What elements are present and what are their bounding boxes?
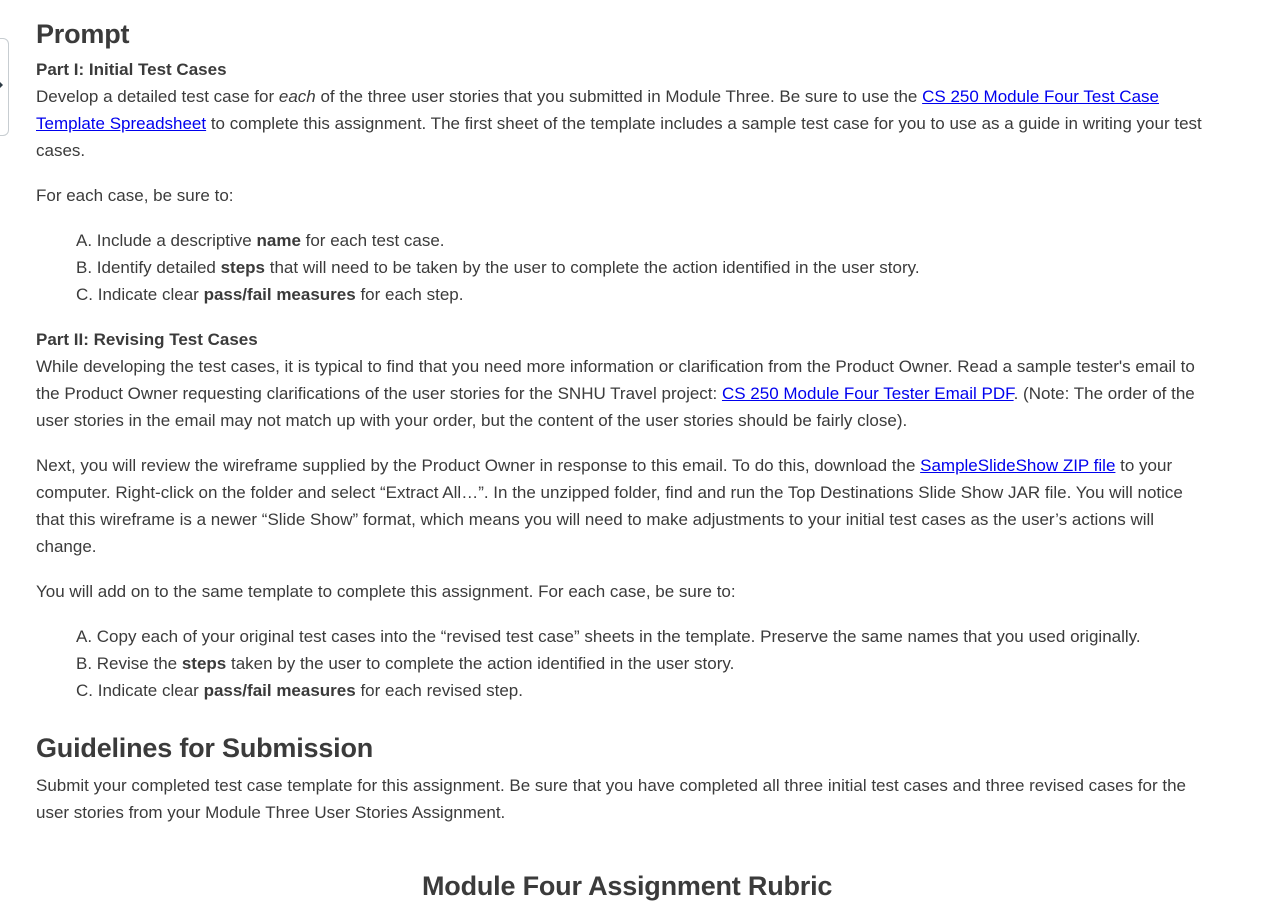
part2-heading: Part II: Revising Test Cases xyxy=(36,330,258,349)
part1-heading: Part I: Initial Test Cases xyxy=(36,60,227,79)
caret-right-icon xyxy=(0,80,3,90)
guidelines-heading: Guidelines for Submission xyxy=(36,733,374,763)
guidelines-text: Submit your completed test case template for this assignment. Be sure that you have completed all three initial test cases and three revised cases for the user stories from your Module Three User Stories Assignment. xyxy=(36,776,1186,822)
collapse-sidebar-tab[interactable] xyxy=(0,38,9,136)
rubric-heading: Module Four Assignment Rubric xyxy=(422,871,833,901)
part2-paragraph-1: While developing the test cases, it is typical to find that you need more information or clarification from the Product Owner. Read a sample tester's email to the Product Owner requesting clarifications of the user stories for the SNHU Travel project: CS 250 Module Four Tester Email PDF. (Note: The order of the user stories in the email may not match up with your order, but the content of the user stories should be fairly close). xyxy=(36,357,1195,430)
list-item: A. Copy each of your original test cases into the “revised test case” sheets in the template. Preserve the same names that you used originally. xyxy=(76,627,1141,646)
part2-paragraph-2: Next, you will review the wireframe supplied by the Product Owner in response to this email. To do this, download the SampleSlideShow ZIP file to your computer. Right-click on the folder and select “Extract All…”. In the unzipped folder, find and run the Top Destinations Slide Show JAR file. You will notice that this wireframe is a newer “Slide Show” format, which means you will need to make adjustments to your initial test cases as the user’s actions will change. xyxy=(36,456,1183,556)
part2-requirements-list xyxy=(36,623,1206,704)
part1-instructions: For each case, be sure to: xyxy=(36,186,234,205)
list-item: C. Indicate clear pass/fail measures for each revised step. xyxy=(76,681,523,700)
assignment-description xyxy=(36,16,1206,901)
part1-paragraph: Develop a detailed test case for each of the three user stories that you submitted in Module Three. Be sure to use the CS 250 Module Four Test Case Template Spreadsheet to complete this assignment. The first sheet of the template includes a sample test case for you to use as a guide in writing your test cases. xyxy=(36,87,1202,160)
part1-requirements-list xyxy=(36,227,1206,308)
list-item: B. Revise the steps taken by the user to complete the action identified in the user story. xyxy=(76,654,735,673)
sample-slideshow-zip-link[interactable]: SampleSlideShow ZIP file xyxy=(920,456,1116,475)
list-item: B. Identify detailed steps that will need to be taken by the user to complete the action identified in the user story. xyxy=(76,258,920,277)
prompt-heading: Prompt xyxy=(36,19,130,49)
list-item: A. Include a descriptive name for each test case. xyxy=(76,231,445,250)
tester-email-pdf-link[interactable]: CS 250 Module Four Tester Email PDF xyxy=(721,384,1014,403)
test-case-template-link[interactable]: CS 250 Module Four Test Case Template Spreadsheet xyxy=(36,87,1159,133)
list-item: C. Indicate clear pass/fail measures for each step. xyxy=(76,285,464,304)
emphasis-each: each xyxy=(278,87,316,106)
part2-instructions: You will add on to the same template to complete this assignment. For each case, be sure to: xyxy=(36,582,736,601)
